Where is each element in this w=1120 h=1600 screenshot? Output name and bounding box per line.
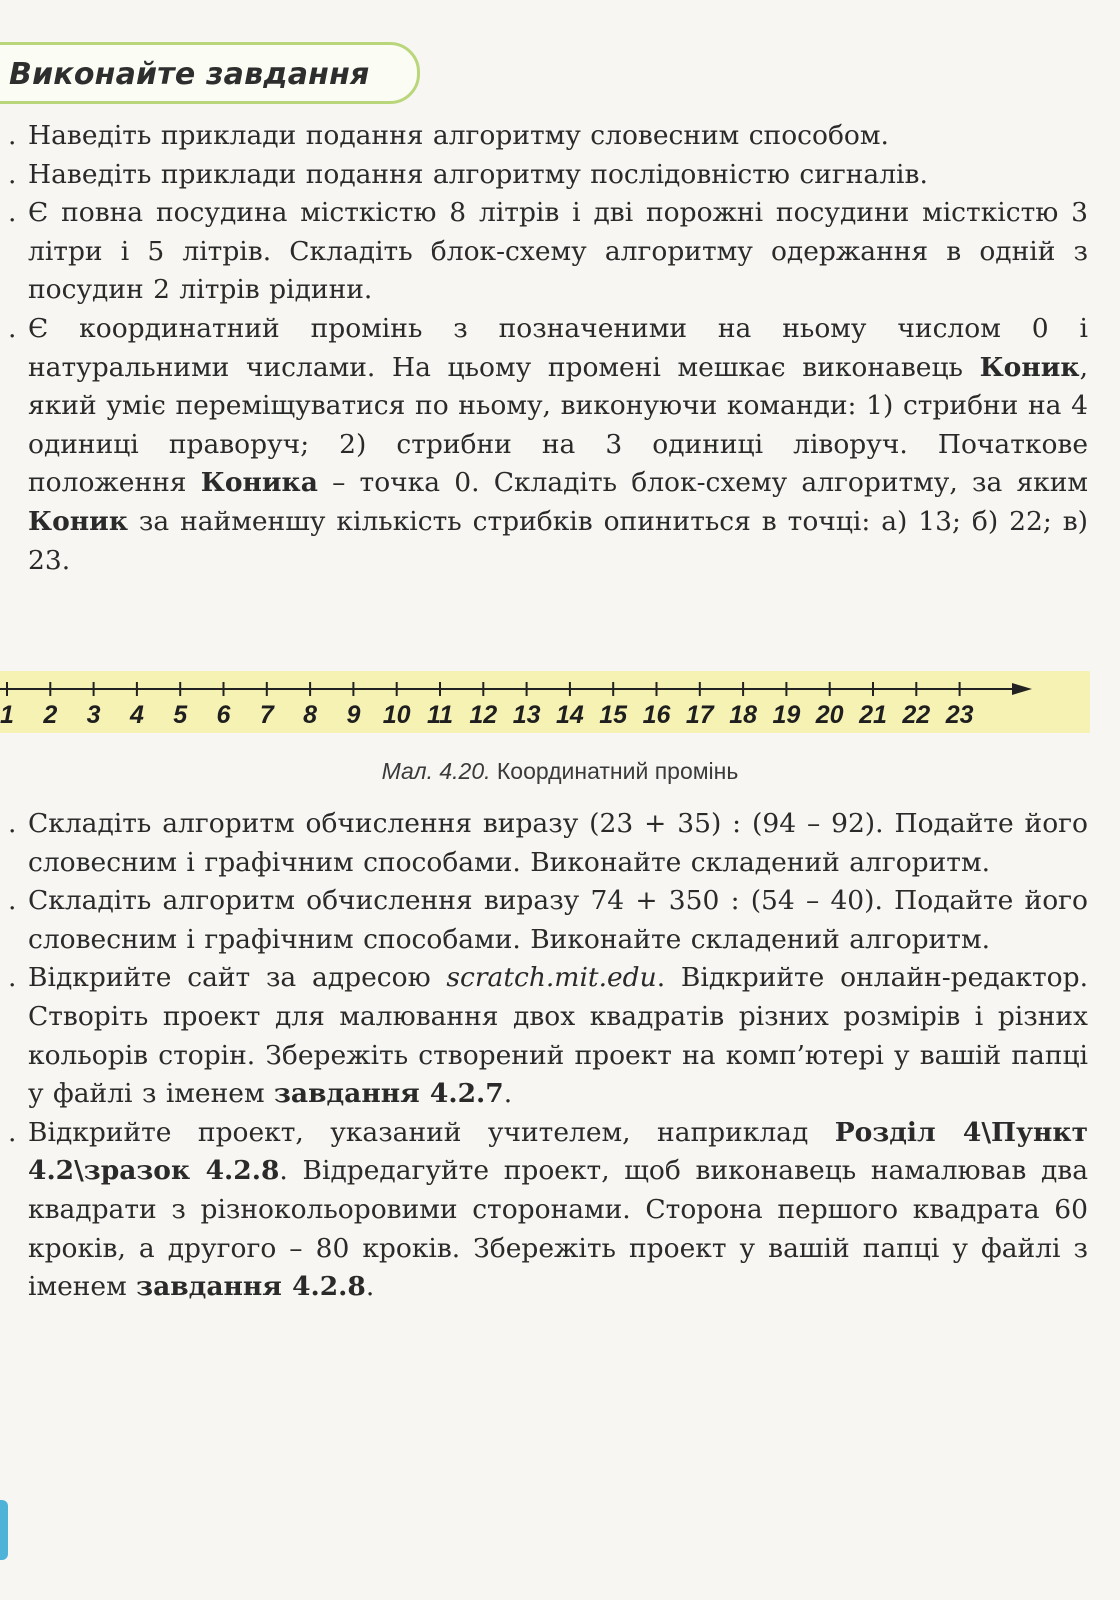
tick-label-13: 13 [512, 701, 541, 729]
tick-label-12: 12 [469, 701, 498, 729]
caption-text: Координатний промінь [490, 758, 739, 784]
file-name-427: завдання 4.2.7 [273, 1078, 504, 1110]
file-name-428: завдання 4.2.8 [136, 1271, 366, 1303]
task-8: . Відкрийте проект, указаний учителем, наприклад Розділ 4\Пункт 4.2\зразок 4.2.8. Відредагуйте проект, щоб виконавець намалював два квадрати з різнокольоровими сторонами. Сторона першого квадрата 60 кроків, а другого – 80 кроків. Збережіть проект у вашій папці у файлі з іменем завдання 4.2.8. [8, 1114, 1088, 1307]
keyword-konyka: Коника [200, 467, 318, 499]
tick-label-21: 21 [859, 701, 887, 729]
task-3: . Є повна посудина місткістю 8 літрів і дві порожні посудини місткістю 3 літри і 5 літрів. Складіть блок-схему алгоритму одержання в одній з посудин 2 літрів рідини. [8, 194, 1088, 310]
tick-label-4: 4 [129, 701, 144, 729]
tick-label-7: 7 [259, 701, 274, 729]
section-title: Виконайте завдання [9, 57, 370, 92]
tick-label-10: 10 [382, 701, 411, 729]
task-1: . Наведіть приклади подання алгоритму словесним способом. [8, 117, 1088, 156]
tick-label-3: 3 [86, 701, 101, 729]
tick-label-14: 14 [555, 701, 584, 729]
site-address: scratch.mit.edu [446, 962, 657, 994]
tick-label-17: 17 [685, 701, 714, 729]
coordinate-ray [0, 671, 1090, 733]
task-2: . Наведіть приклади подання алгоритму послідовністю сигналів. [8, 156, 1088, 195]
keyword-konyk-2: Коник [28, 505, 128, 537]
tick-label-9: 9 [346, 701, 361, 729]
tick-label-22: 22 [902, 701, 931, 729]
caption-label: Мал. 4.20. [381, 758, 491, 784]
tick-label-2: 2 [43, 701, 58, 729]
figure-caption [0, 758, 1120, 785]
page-edge-marker [0, 1500, 8, 1560]
task-5: . Складіть алгоритм обчислення виразу (23 + 35) : (94 – 92). Подайте його словесним і графічним способами. Виконайте складений алгоритм. [8, 805, 1088, 882]
tick-label-18: 18 [729, 701, 758, 729]
keyword-konyk: Коник [979, 351, 1080, 383]
tick-label-15: 15 [599, 701, 628, 729]
tick-label-6: 6 [216, 701, 231, 729]
task-6: . Складіть алгоритм обчислення виразу 74 + 350 : (54 – 40). Подайте його словесним і графічним способами. Виконайте складений алгоритм. [8, 882, 1088, 959]
tick-label-16: 16 [642, 701, 671, 729]
tick-label-1: 1 [0, 701, 14, 729]
project-path: Розділ 4\Пункт 4.2\зразок 4.2.8 [28, 1116, 1088, 1187]
task-7: . Відкрийте сайт за адресою scratch.mit.edu. Відкрийте онлайн-редактор. Створіть проект для малювання двох квадратів різних розмірів і різних кольорів сторін. Збережіть створений проект на комп’ютері у вашій папці у файлі з іменем завдання 4.2.7. [8, 959, 1088, 1113]
tick-label-5: 5 [173, 701, 188, 729]
ray-arrowhead [1012, 683, 1032, 695]
tick-label-8: 8 [303, 701, 318, 729]
task-4: . Є координатний промінь з позначеними на ньому числом 0 і натуральними числами. На цьому промені мешкає виконавець Коник, який уміє переміщуватися по ньому, виконуючи команди: 1) стрибни на 4 одиниці праворуч; 2) стрибни на 3 одиниці ліворуч. Початкове положення Коника – точка 0. Складіть блок-схему алгоритму, за яким Коник за найменшу кількість стрибків опиниться в точці: а) 13; б) 22; в) 23. [8, 310, 1088, 580]
tick-label-20: 20 [815, 701, 844, 729]
tick-label-23: 23 [945, 701, 974, 729]
task-list-top [8, 117, 1088, 580]
section-header [0, 42, 420, 104]
number-line-figure [0, 671, 1090, 733]
tick-label-19: 19 [772, 701, 801, 729]
tick-label-11: 11 [427, 701, 453, 729]
task-list-bottom [8, 805, 1088, 1307]
